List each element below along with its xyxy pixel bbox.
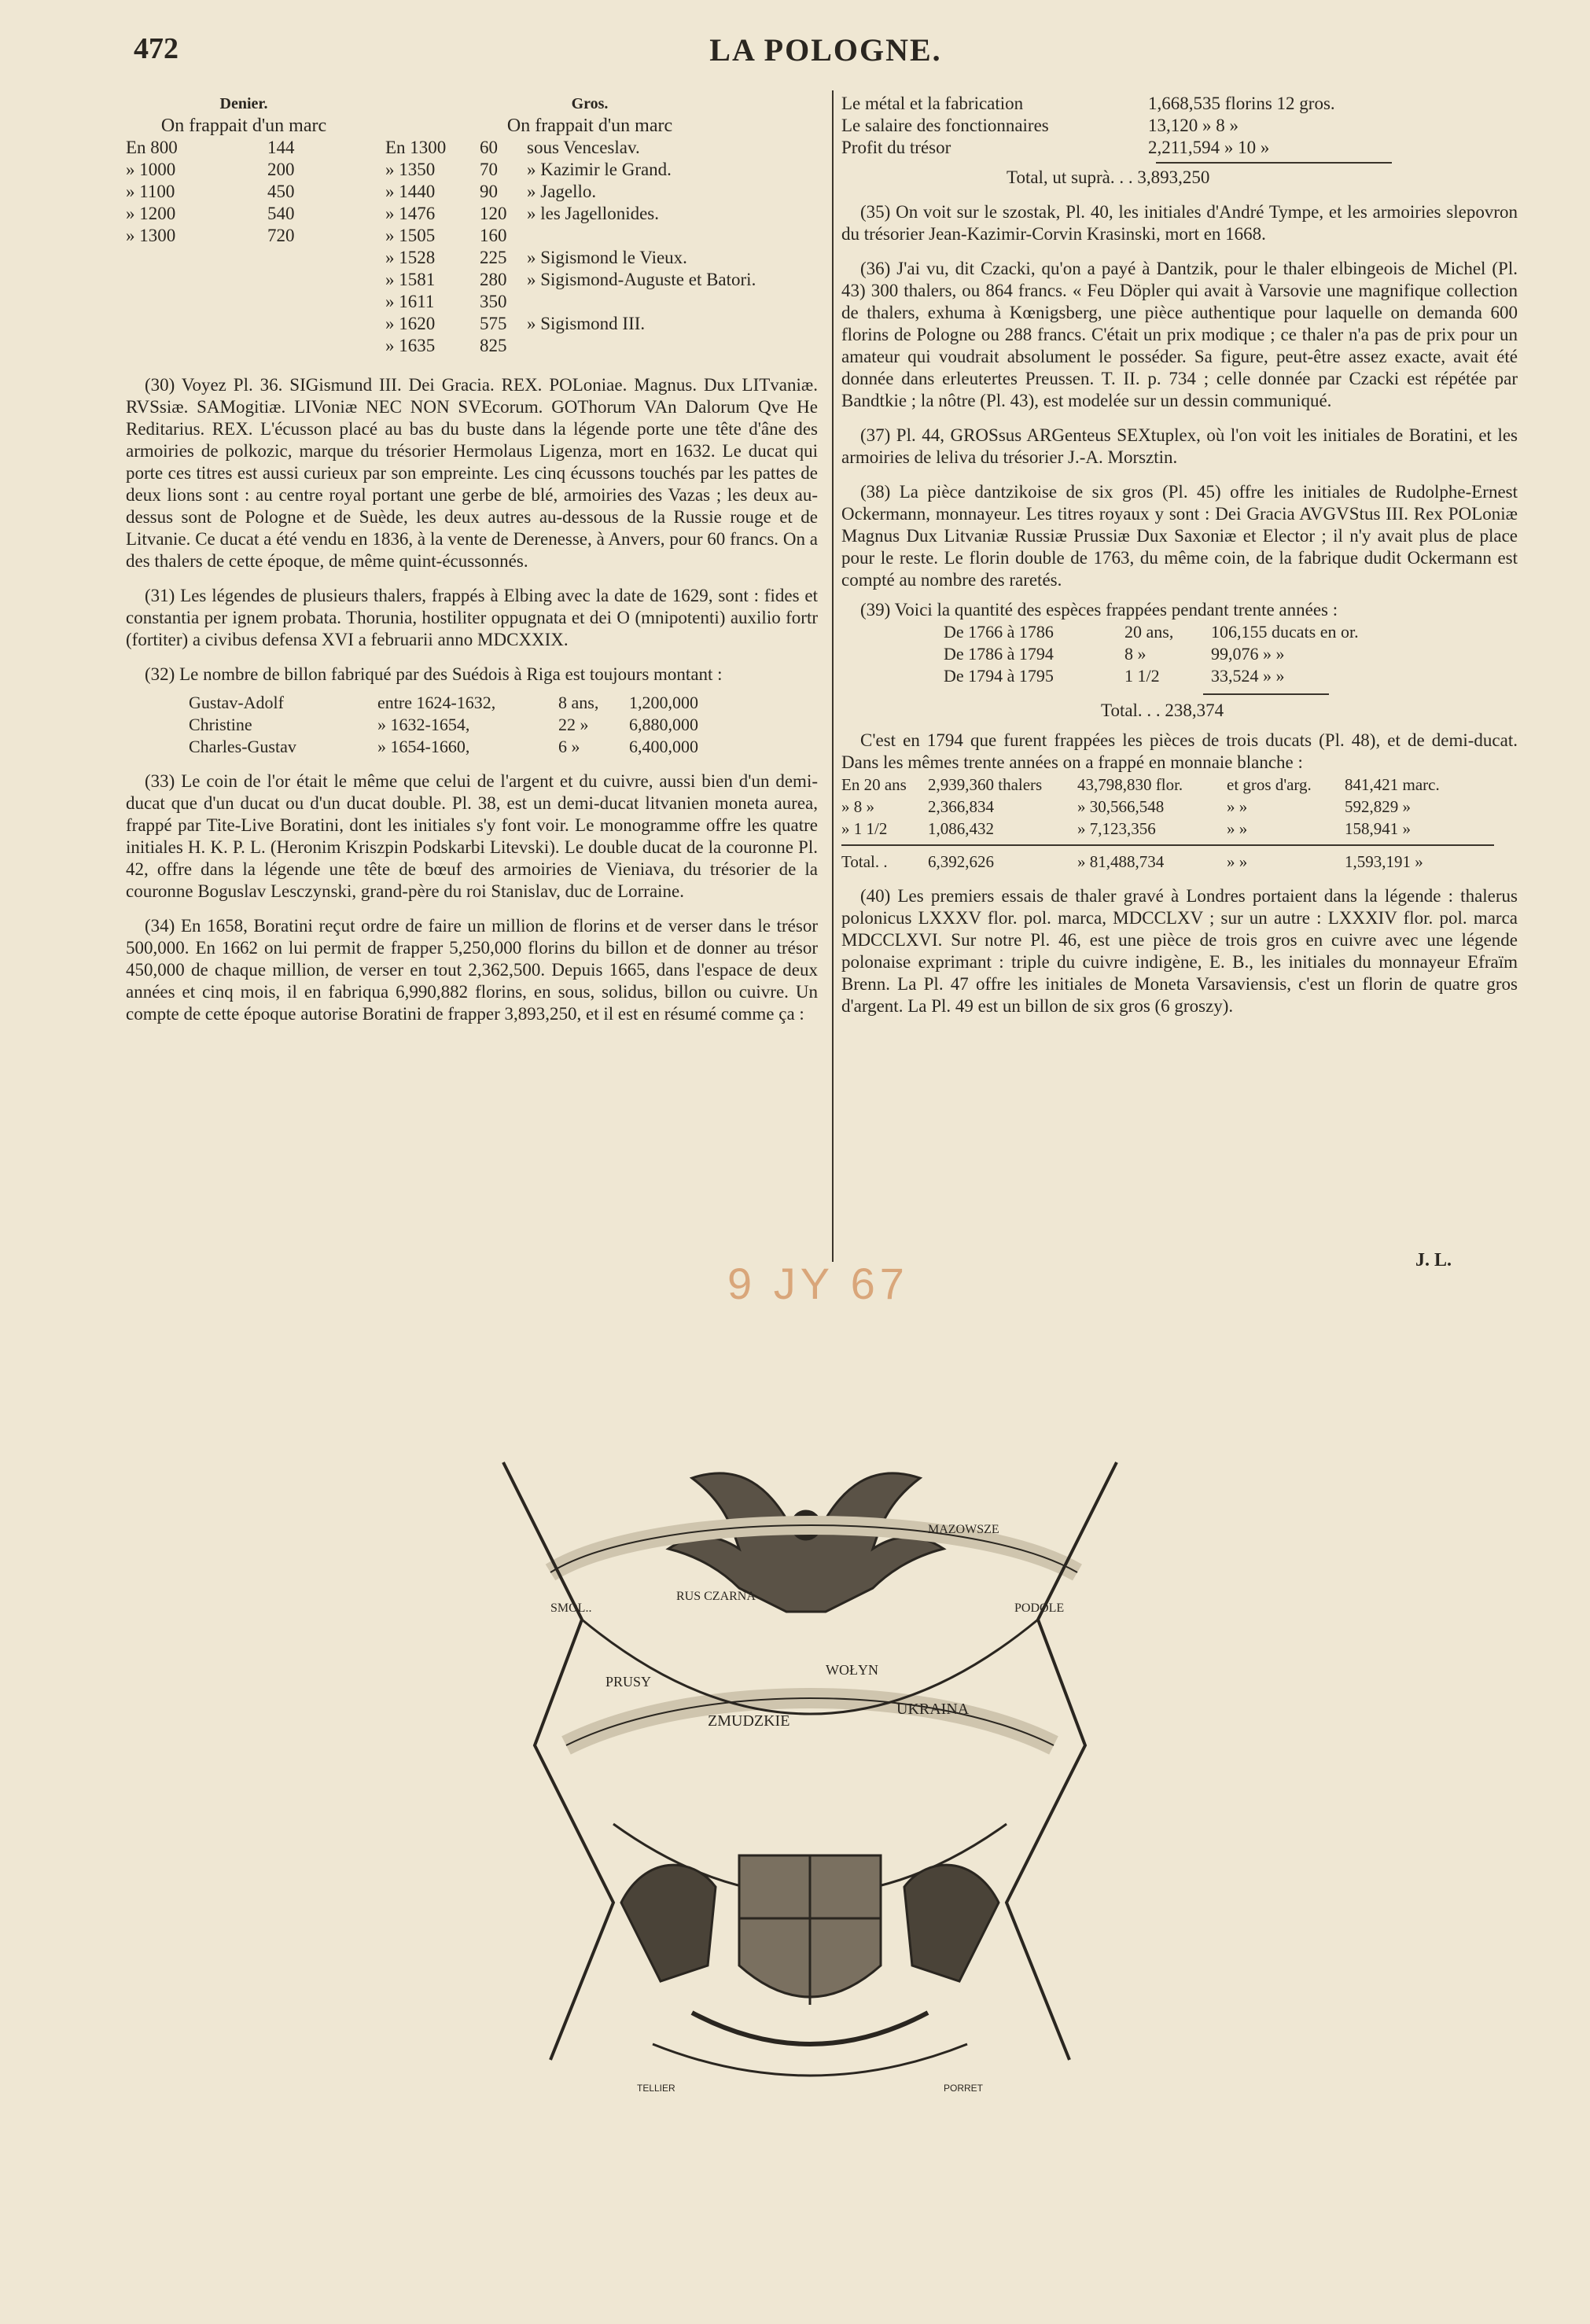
banner-word: WOŁYN xyxy=(826,1662,878,1678)
gros-table xyxy=(385,93,794,357)
banner-word: UKRAINA xyxy=(896,1701,970,1718)
note-31: (31) Les légendes de plusieurs thalers, frappés à Elbing avec la date de 1629, sont : fides et constantia per ignem probata. Thorunia, hostiliter oppugnata et dei O (mnipotenti) auxilio fortr (fortiter) a civibus defensa XVI a februarii anno MDCXXIX. xyxy=(126,586,818,649)
table-row: Christine » 1632-1654, 22 » 6,880,000 xyxy=(189,715,698,734)
table-row: » 1620 575 » Sigismond III. xyxy=(385,314,646,333)
table-row: De 1766 à 1786 20 ans, 106,155 ducats en or. xyxy=(944,622,1359,642)
table-row: En 1300 60 sous Venceslav. xyxy=(385,138,640,157)
banner-word: MAZOWSZE xyxy=(928,1523,999,1536)
table-row: En 800 144 xyxy=(126,138,295,157)
table-row: » 1581 280 » Sigismond-Auguste et Batori. xyxy=(385,270,756,289)
table-row: » 8 » 2,366,834 » 30,566,548 » » 592,829 » xyxy=(841,797,1411,816)
note-30: (30) Voyez Pl. 36. SIGismund III. Dei Gracia. REX. POLoniae. Magnus. Dux LITvaniæ. RVSsiæ. SAMogitiæ. LIVoniæ NEC NON SVEcorum. GOThorum VAn Dalorum Qve He Reditarius. REX. L'écusson placé au bas du buste dans la légende porte une tête d'âne des armoiries de polkozic, marque du trésorier Hermolaus Ligenza, mort en 1632. Le ducat qui porte ces titres est aussi curieux par son empreinte. Les cinq écussons touchés par les pattes de deux lions sont : au centre royal portant une gerbe de blé, armoiries des Vazas ; les deux au-dessus sont de Pologne et de Suède, les deux autres au-dessous de la Russie rouge et de Litvanie. Ce ducat a été vendu en 1836, à la vente de Derenesse, à Anvers, pour 60 francs. On a des thalers de cette époque, de même quint-écussonnés. xyxy=(126,375,818,571)
sum-rule xyxy=(841,844,1494,846)
table-row: » 1300 720 xyxy=(126,226,295,245)
gros-heading: Gros. xyxy=(571,95,609,112)
note-36: (36) J'ai vu, dit Czacki, qu'on a payé à Dantzik, pour le thaler elbingeois de Michel (Pl. 43) 300 thalers, ou 864 francs. « Feu Döpler qui avait à Varsovie une magnifique collection de thalers, exhuma à Kœnigsberg, une pièce authentique pour laquelle on demanda 600 florins de Pologne ou 288 francs. C'était un prix modique ; ce thaler n'a pas de prix pour un amateur qui voudrait absolument le posséder. Sa figure, peut-être assez exacte, avait été donnée dans erleutertes Preussen. T. II. p. 734 ; celle donnée par Czacki est répétée par Bandtkie ; la nôtre (Pl. 43), est modelée sur un dessin communiqué. xyxy=(841,259,1518,410)
banner-word: PRUSY xyxy=(605,1674,652,1690)
engraver-signature: TELLIER xyxy=(637,2083,675,2094)
note-39-continued: C'est en 1794 que furent frappées les pièces de trois ducats (Pl. 48), et de demi-ducat. Dans les mêmes trente années on a frappé en monnaie blanche : xyxy=(841,730,1518,772)
sum-rule xyxy=(1203,693,1329,695)
note-40: (40) Les premiers essais de thaler gravé à Londres portaient dans la légende : thalerus polonicus LXXXV flor. pol. marca, MDCCLXV ; sur un autre : LXXXIV flor. pol. marca MDCCLXVI. Sur notre Pl. 46, est une pièce de trois gros en cuivre avec une légende polonaise exprimant : triple du cuivre indigène, E. B., les initiales du monnayeur Efraïm Brenn. La Pl. 47 offre les initiales de Moneta Varsaviensis, c'est un florin de quatre gros d'argent. La Pl. 49 est un billon de six gros (6 groszy). xyxy=(841,886,1518,1016)
note-32: (32) Le nombre de billon fabriqué par des Suédois à Riga est toujours montant : xyxy=(145,664,723,684)
table-row: Charles-Gustav » 1654-1660, 6 » 6,400,000 xyxy=(189,737,698,756)
table-row: En 20 ans 2,939,360 thalers 43,798,830 flor. et gros d'arg. 841,421 marc. xyxy=(841,775,1440,794)
note-39: (39) Voici la quantité des espèces frappées pendant trente années : xyxy=(860,600,1338,620)
thirty-years-table xyxy=(944,621,1518,722)
banner-word: ZMUDZKIE xyxy=(708,1712,790,1730)
table-row: De 1794 à 1795 1 1/2 33,524 » » xyxy=(944,666,1285,686)
coin-tables xyxy=(126,93,818,357)
account-table xyxy=(841,93,1518,189)
sum-rule xyxy=(1156,162,1392,164)
engraver-signature: PORRET xyxy=(944,2083,984,2094)
left-column xyxy=(126,93,818,1025)
running-title: LA POLOGNE. xyxy=(709,32,942,68)
table-row: Le salaire des fonctionnaires 13,120 » 8 » xyxy=(841,116,1239,135)
table-row: » 1505 160 xyxy=(385,226,507,245)
library-stamp: 9 JY 67 xyxy=(727,1259,909,1308)
table-row: Total. . 6,392,626 » 81,488,734 » » 1,593,191 » xyxy=(841,852,1423,871)
right-column xyxy=(841,93,1518,1017)
note-37: (37) Pl. 44, GROSsus ARGenteus SEXtuplex, où l'on voit les initiales de Boratini, et les armoiries de leliva du trésorier J.-A. Morsztin. xyxy=(841,425,1518,467)
signature: J. L. xyxy=(1415,1250,1452,1270)
table-row: » 1528 225 » Sigismond le Vieux. xyxy=(385,248,687,267)
table-row: De 1786 à 1794 8 » 99,076 » » xyxy=(944,644,1285,664)
table-row: » 1611 350 xyxy=(385,292,507,311)
table-row: » 1440 90 » Jagello. xyxy=(385,182,597,201)
denier-rows xyxy=(126,137,362,247)
thirty-total: Total. . . 238,374 xyxy=(1101,701,1224,720)
page-number: 472 xyxy=(134,32,179,65)
denier-table xyxy=(126,93,362,357)
note-38: (38) La pièce dantzikoise de six gros (Pl. 45) offre les initiales de Rudolphe-Ernest Ockermann, monnayeur. Les titres royaux y sont : Dei Gracia AVGVStus III. Rex POLoniæ Magnus Dux Litvaniæ Russiæ Prussiæ Dux Saxoniæ et Elector ; il n'y avait plus de place pour le reste. Le florin double de 1763, du même coin, de la fabrique dudit Ockermann est compté au nombre des raretés. xyxy=(841,482,1518,590)
table-row: » 1635 825 xyxy=(385,336,507,355)
table-row: » 1350 70 » Kazimir le Grand. xyxy=(385,160,672,179)
account-total: Total, ut suprà. . . 3,893,250 xyxy=(1007,167,1210,187)
note-35: (35) On voit sur le szostak, Pl. 40, les initiales d'André Tympe, et les armoiries slepovron du trésorier Jean-Kazimir-Corvin Krasinski, mort en 1668. xyxy=(841,202,1518,244)
table-row: » 1000 200 xyxy=(126,160,295,179)
table-row: Profit du trésor 2,211,594 » 10 » xyxy=(841,138,1270,157)
gros-subhead: On frappait d'un marc xyxy=(506,116,673,136)
table-row: Le métal et la fabrication 1,668,535 florins 12 gros. xyxy=(841,94,1335,113)
blanche-table xyxy=(841,774,1518,873)
denier-subhead: On frappait d'un marc xyxy=(160,116,327,136)
heraldic-engraving xyxy=(456,1415,1164,2107)
page-header xyxy=(134,31,1518,71)
table-row: » 1100 450 xyxy=(126,182,295,201)
table-row: Gustav-Adolf entre 1624-1632, 8 ans, 1,200,000 xyxy=(189,693,698,712)
banner-word: SMOL.. xyxy=(550,1601,592,1615)
denier-heading: Denier. xyxy=(219,95,268,112)
table-row: » 1200 540 xyxy=(126,204,295,223)
banner-word: RUS CZARNA xyxy=(676,1590,756,1603)
banner-word: PODOLE xyxy=(1014,1601,1065,1615)
table-row: » 1476 120 » les Jagellonides. xyxy=(385,204,659,223)
gros-rows xyxy=(385,137,794,357)
riga-table xyxy=(189,692,818,758)
note-34: (34) En 1658, Boratini reçut ordre de faire un million de florins et de verser dans le trésor 500,000. En 1662 on lui permit de frapper 5,250,000 florins du billon et de donner au trésor 450,000 de chaque million, de verser en tout 2,362,500. Depuis 1665, dans l'espace de deux années et cinq mois, il en fabriqua 6,990,882 florins, en sous, solidus, billon ou cuivre. Un compte de cette époque autorise Boratini de frapper 3,893,250, et il est en résumé comme ça : xyxy=(126,916,818,1024)
note-33: (33) Le coin de l'or était le même que celui de l'argent et du cuivre, aussi bien d'un demi-ducat que d'un ducat ou d'un ducat double. Pl. 38, est un demi-ducat litvanien moneta aurea, frappé par Tite-Live Boratini, dont les initiales s'y font voir. Le monogramme offre les quatre initiales H. K. P. L. (Heronim Kriszpin Podskarbi Litevski). Le double ducat de la couronne Pl. 42, offre dans la légende une tête de bœuf des armoiries de Vieniava, du trésorier de la couronne Boguslav Lesczynski, grand-père du roi Stanislav, duc de Lorraine. xyxy=(126,771,818,901)
column-divider xyxy=(832,90,834,1262)
table-row: » 1 1/2 1,086,432 » 7,123,356 » » 158,941 » xyxy=(841,819,1411,838)
